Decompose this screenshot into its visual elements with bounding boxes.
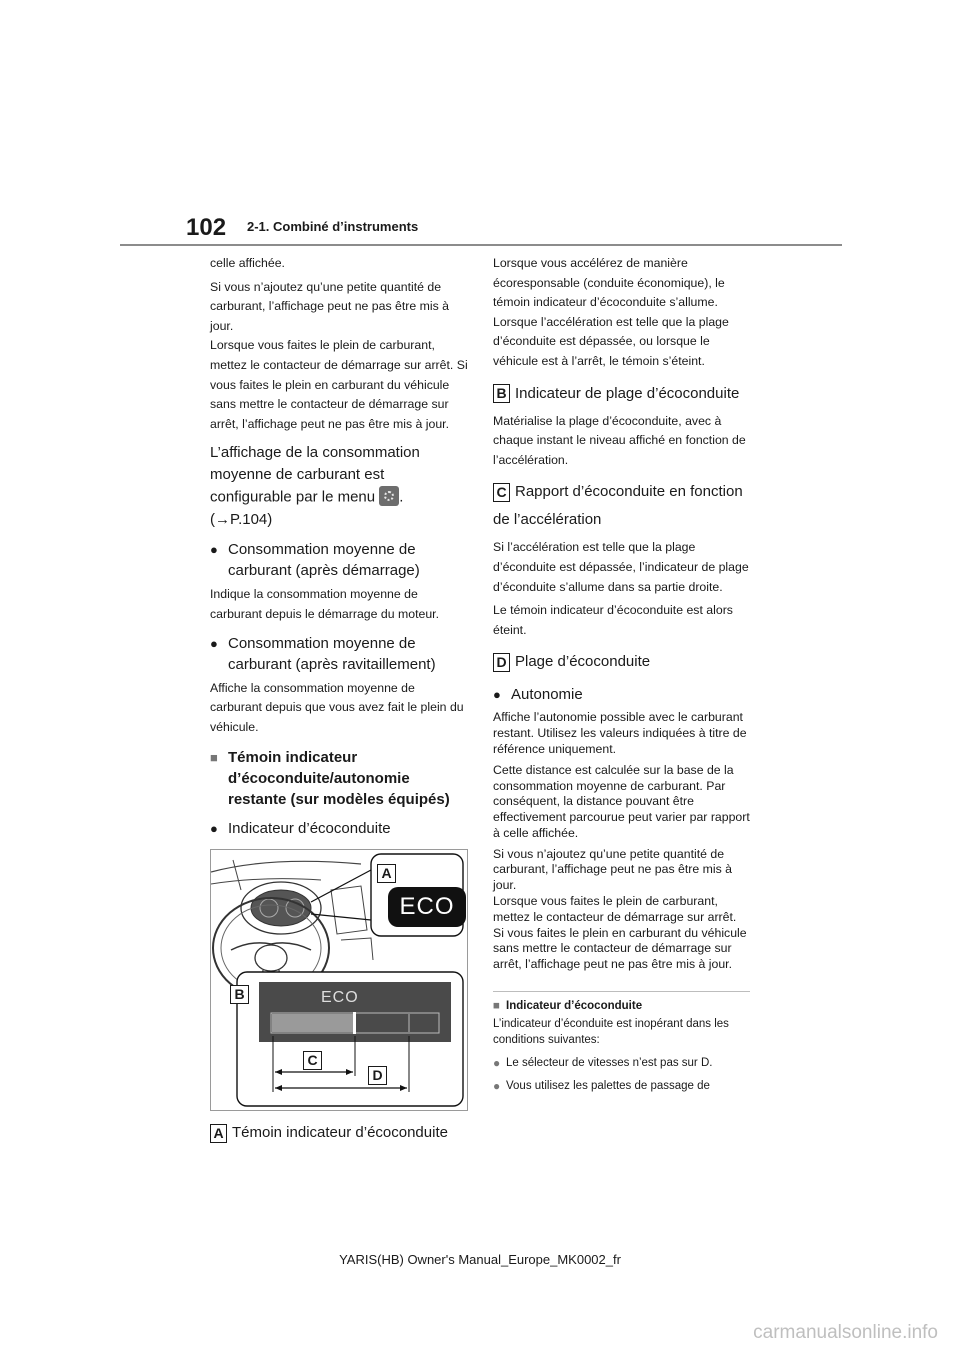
note-paragraph: L’indicateur d’éconduite est inopérant dans les conditions suivantes: bbox=[493, 1018, 729, 1046]
paragraph: celle affichée. bbox=[210, 256, 285, 270]
square-bullet-icon: ■ bbox=[210, 750, 218, 766]
bullet-dot-icon: ● bbox=[493, 1079, 501, 1094]
page-reference: . (→P.104) bbox=[210, 488, 404, 529]
bullet-dot-icon: ● bbox=[210, 635, 218, 651]
right-column bbox=[493, 250, 750, 1094]
item-a-title: Témoin indicateur d’écoconduite bbox=[232, 1124, 448, 1142]
item-b-heading bbox=[493, 380, 750, 408]
header-rule bbox=[120, 244, 842, 246]
square-bullet-icon: ■ bbox=[493, 1000, 500, 1013]
eco-badge: ECO bbox=[388, 887, 466, 927]
settings-gear-icon bbox=[379, 486, 399, 506]
figure-label-b: B bbox=[230, 985, 249, 1004]
lead-paragraph bbox=[210, 442, 468, 531]
note-bullet-text: Vous utilisez les palettes de passage de bbox=[506, 1080, 710, 1093]
letter-box-a: A bbox=[210, 1124, 227, 1143]
eco-indicator-figure bbox=[210, 849, 468, 1111]
paragraph: Affiche l’autonomie possible avec le carburant restant. Utilisez les valeurs indiquées à titre de référence uniquement. bbox=[493, 710, 747, 756]
item-c-title: Rapport d’écoconduite en fonction de l’accélération bbox=[493, 483, 743, 529]
paragraph: Si vous n’ajoutez qu’une petite quantité de carburant, l’affichage peut ne pas être mis à jour. bbox=[210, 279, 450, 333]
bullet-dot-icon: ● bbox=[210, 821, 218, 837]
eco-bar-label: ECO bbox=[321, 989, 359, 1007]
left-column bbox=[210, 250, 468, 1147]
bullet-item bbox=[210, 539, 468, 581]
note-heading-text: Indicateur d’écoconduite bbox=[506, 1000, 643, 1013]
item-b-title: Indicateur de plage d’écoconduite bbox=[515, 384, 740, 402]
item-d-heading bbox=[493, 648, 750, 676]
bullet-title: Consommation moyenne de carburant (après ravitaillement) bbox=[228, 634, 436, 673]
note-bullet-text: Le sélecteur de vitesses n’est pas sur D. bbox=[506, 1057, 713, 1070]
note-rule bbox=[493, 991, 750, 992]
bullet-dot-icon: ● bbox=[493, 687, 501, 703]
note-heading bbox=[493, 998, 750, 1014]
paragraph: Le témoin indicateur d’écoconduite est alors éteint. bbox=[493, 603, 733, 637]
watermark: carmanualsonline.info bbox=[753, 1322, 938, 1343]
paragraph: Matérialise la plage d’écoconduite, avec à chaque instant le niveau affiché en fonction de l’accélération. bbox=[493, 413, 746, 467]
footer-text: YARIS(HB) Owner's Manual_Europe_MK0002_fr bbox=[339, 1252, 621, 1267]
figure-label-a: A bbox=[377, 864, 396, 883]
paragraph: Lorsque vous accélérez de manière écoresponsable (conduite économique), le témoin indicateur d’écoconduite s’allume. Lorsque l’accélération est telle que la plage d’éconduite est dépassée, ou lorsque le véhicule est à l’arrêt, le témoin s’éteint. bbox=[493, 256, 729, 368]
figure-label-c: C bbox=[303, 1051, 322, 1070]
paragraph: Lorsque vous faites le plein de carburant, mettez le contacteur de démarrage sur arrêt. Si vous faites le plein en carburant du véhicule sans mettre le contacteur de démarrage sur arrêt, l’affichage peut ne pas être mis à jour. bbox=[493, 894, 747, 972]
section-heading-text: Témoin indicateur d’écoconduite/autonomie restante (sur modèles équipés) bbox=[228, 749, 450, 809]
bullet-item bbox=[210, 633, 468, 675]
item-c-heading bbox=[493, 478, 750, 534]
note-bullet-item bbox=[493, 1055, 750, 1071]
figure-label-d: D bbox=[368, 1066, 387, 1085]
bullet-dot-icon: ● bbox=[493, 1056, 501, 1071]
paragraph: Si l’accélération est telle que la plage d’éconduite est dépassée, l’indicateur de plage d’éconduite s’allume dans sa partie droite. bbox=[493, 540, 749, 594]
bullet-title: Consommation moyenne de carburant (après démarrage) bbox=[228, 541, 420, 580]
item-d-title: Plage d’écoconduite bbox=[515, 653, 651, 671]
bullet-dot-icon: ● bbox=[210, 542, 218, 558]
letter-box-b: B bbox=[493, 384, 510, 403]
bullet-item bbox=[210, 818, 468, 839]
item-a-heading bbox=[210, 1119, 468, 1147]
section-title: 2-1. Combiné d’instruments bbox=[247, 219, 419, 234]
paragraph: Cette distance est calculée sur la base de la consommation moyenne de carburant. Par conséquent, la distance pouvant être effectivement parcourue peut varier par rapport à celle affichée. bbox=[493, 762, 750, 840]
paragraph: Indique la consommation moyenne de carburant depuis le démarrage du moteur. bbox=[210, 587, 439, 621]
bullet-title: Indicateur d’écoconduite bbox=[228, 820, 391, 838]
bullet-item bbox=[493, 684, 750, 705]
note-bullet-item bbox=[493, 1078, 750, 1094]
letter-box-c: C bbox=[493, 483, 510, 502]
section-heading bbox=[210, 747, 468, 810]
bullet-title: Autonomie bbox=[511, 686, 583, 704]
lead-text: L’affichage de la consommation moyenne de carburant est configurable par le menu bbox=[210, 444, 420, 506]
paragraph: Affiche la consommation moyenne de carburant depuis que vous avez fait le plein du véhicule. bbox=[210, 680, 464, 734]
paragraph: Si vous n’ajoutez qu’une petite quantité de carburant, l’affichage peut ne pas être mis à jour. bbox=[493, 846, 733, 893]
letter-box-d: D bbox=[493, 653, 510, 672]
page-number: 102 bbox=[186, 214, 227, 241]
paragraph: Lorsque vous faites le plein de carburant, mettez le contacteur de démarrage sur arrêt. Si vous faites le plein en carburant du véhicule sans mettre le contacteur de démarrage sur arrêt, l’affichage peut ne pas être mis à jour. bbox=[210, 338, 468, 431]
